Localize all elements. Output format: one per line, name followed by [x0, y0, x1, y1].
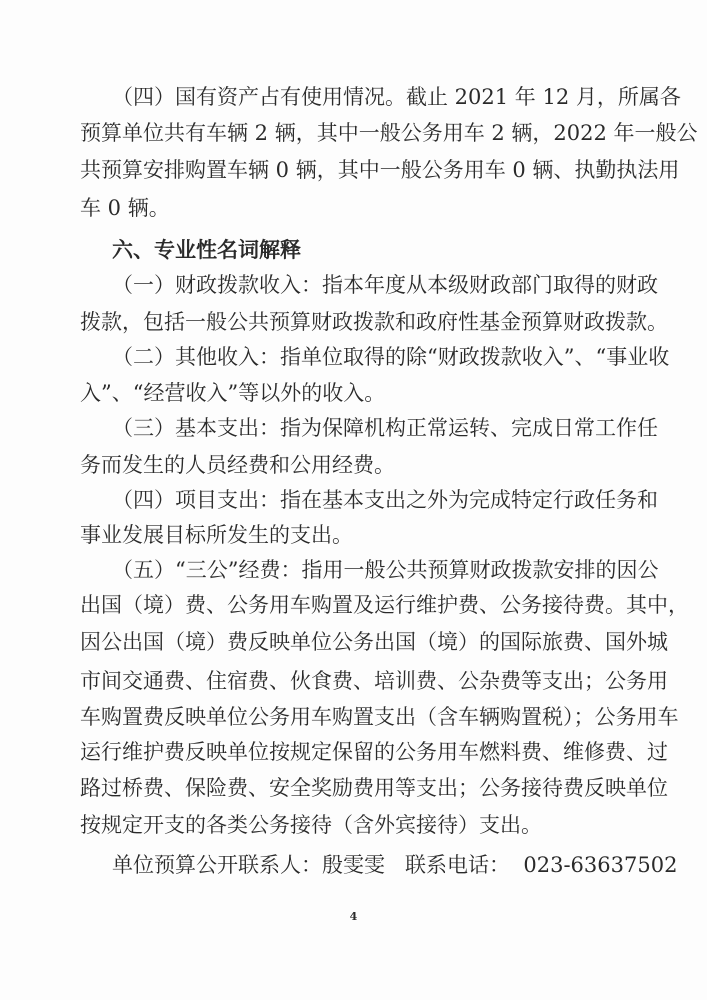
- paragraph-line: 入”、“经营收入”等以外的收入。: [80, 381, 386, 405]
- paragraph-line: 共预算安排购置车辆 0 辆，其中一般公务用车 0 辆、执勤执法用: [80, 158, 680, 182]
- paragraph-line: （三）基本支出：指为保障机构正常运转、完成日常工作任: [112, 416, 658, 440]
- paragraph-line: 车购置费反映单位公务用车购置支出（含车辆购置税）；公务用车: [80, 705, 679, 729]
- paragraph-line: （四）国有资产占有使用情况。截止 2021 年 12 月，所属各: [112, 85, 681, 109]
- paragraph-line: 按规定开支的各类公务接待（含外宾接待）支出。: [80, 813, 542, 837]
- paragraph-line: 路过桥费、保险费、安全奖励费用等支出；公务接待费反映单位: [80, 776, 668, 800]
- paragraph-line: 市间交通费、住宿费、伙食费、培训费、公杂费等支出；公务用: [80, 669, 668, 693]
- contact-line: 单位预算公开联系人：殷雯雯 联系电话： 023-63637502: [112, 853, 678, 877]
- section-heading: 六、专业性名词解释: [112, 238, 301, 262]
- page-number: 4: [349, 910, 358, 923]
- paragraph-line: 出国（境）费、公务用车购置及运行维护费、公务接待费。其中，: [80, 593, 689, 617]
- paragraph-line: 务而发生的人员经费和公用经费。: [80, 453, 395, 477]
- paragraph-line: 预算单位共有车辆 2 辆，其中一般公务用车 2 辆，2022 年一般公: [80, 121, 698, 145]
- paragraph-line: （一）财政拨款收入：指本年度从本级财政部门取得的财政: [112, 273, 658, 297]
- paragraph-line: 运行维护费反映单位按规定保留的公务用车燃料费、维修费、过: [80, 740, 668, 764]
- paragraph-line: （二）其他收入：指单位取得的除“财政拨款收入”、“事业收: [112, 345, 670, 369]
- paragraph-line: 拨款，包括一般公共预算财政拨款和政府性基金预算财政拨款。: [80, 310, 668, 334]
- paragraph-line: 因公出国（境）费反映单位公务出国（境）的国际旅费、国外城: [80, 630, 668, 654]
- paragraph-line: （五）“三公”经费：指用一般公共预算财政拨款安排的因公: [112, 558, 659, 582]
- paragraph-line: （四）项目支出：指在基本支出之外为完成特定行政任务和: [112, 488, 658, 512]
- paragraph-line: 事业发展目标所发生的支出。: [80, 523, 353, 547]
- paragraph-line: 车 0 辆。: [80, 196, 170, 220]
